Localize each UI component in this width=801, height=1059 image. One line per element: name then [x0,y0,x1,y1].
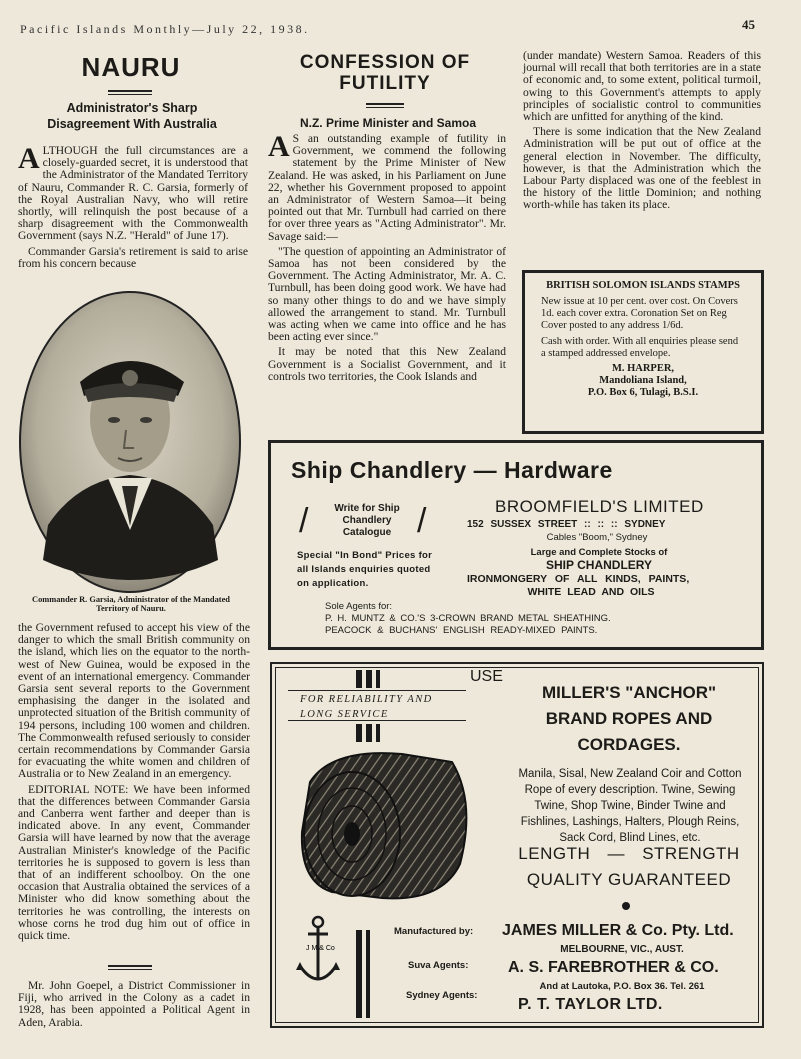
stamps-name: M. HARPER, [611,363,675,374]
millers-advert [270,662,764,1028]
nauru-para-1: LTHOUGH the full circumstances are a closely-guarded secret, it is understood that the Administrator of the Mandated Territory of Nauru, Commander R. C. Garsia, formerly of the Royal Australian Navy, who will retire shortly, will relinquish the post because of a sharp disagreement with the Commonwealth Government (says N.Z. "Herald" of June 17). [18,144,248,243]
stamps-address-2: P.O. Box 6, Tulagi, B.S.I. [587,387,699,398]
chandlery-cables: Cables "Boom," Sydney [546,532,648,543]
chandlery-peacock: PEACOCK & BUCHANS' ENGLISH READY-MIXED PAINTS. [325,625,598,636]
stamps-advert [522,270,764,434]
chandlery-bond: Special "In Bond" Prices for all Islands enquiries quoted on application. [297,550,433,589]
futility-col3-para-2: There is some indication that the New Zealand Administration will be put out of office at the general election in November. The difficulty, however, is that the Administration which the Labour Party displaced was one of the feeblest in the history of the little Dominion; and nothing worth-while has taken its place. [523,125,761,212]
sydney-agent: P. T. TAYLOR LTD. [518,996,663,1013]
chandlery-stocks: Large and Complete Stocks of [530,547,668,558]
nauru-column-top [18,142,248,273]
futility-title-rule [366,103,404,108]
futility-para-3: It may be noted that this New Zealand Government is a Socialist Government, and it controls two territories, the Cook Islands and [268,345,506,383]
chandlery-catalogue: / Write for Ship Chandlery Catalogue / [299,502,427,540]
portrait-caption: Commander R. Garsia, Administrator of the Mandated Territory of Nauru. [32,595,230,613]
chandlery-ironmongery: IRONMONGERY OF ALL KINDS, PAINTS, [467,573,690,585]
maker-name: JAMES MILLER & Co. Pty. Ltd. [502,922,734,939]
rope-bars [356,724,382,742]
brand-text: MILLER'S "ANCHOR" BRAND ROPES AND CORDAGES. [541,683,717,754]
stamps-title: BRITISH SOLOMON ISLANDS STAMPS [546,280,740,291]
chandlery-address: 152 SUSSEX STREET :: :: :: SYDNEY [467,519,666,530]
maker-address: MELBOURNE, VIC., AUST. [560,944,684,955]
masthead: Pacific Islands Monthly—July 22, 1938. [20,22,310,36]
goepel-note: Mr. John Goepel, a District Commissioner in Fiji, who arrived in the Colony as a cadet in 1928, has been appointed a Political Agent in Aden, Arabia. [18,979,250,1029]
suva-label: Suva Agents: [408,960,469,971]
stamps-text-2: Cash with order. With all enquiries please send a stamped addressed envelope. [541,336,739,359]
reliability-text: FOR RELIABILITY AND LONG SERVICE [300,694,433,720]
stamps-address-1: Mandoliana Island, [599,375,687,386]
goepel-column [18,980,250,1032]
chandlery-stocks-2: SHIP CHANDLERY [545,558,652,572]
drop-cap: A [18,142,40,175]
futility-drop-cap: A [268,130,290,163]
chandlery-agents: Sole Agents for: [325,601,393,612]
futility-continued-column [523,50,761,215]
products-text: Manila, Sisal, New Zealand Coir and Cotton Rope of every description. Twine, Sewing Twine, Shop Twine, Binder Twine and Fishlines, Lashings, Halters, Plough Reins, Sack Cord, Blind Lines, etc. [518,768,742,844]
futility-column [268,130,506,386]
anchor-logo [296,914,340,990]
nauru-title-rule [108,90,152,95]
nauru-para-2: Commander Garsia's retirement is said to arise from his concern because [18,244,248,270]
futility-para-1: S an outstanding example of futility in Government, we commend the following statement by the Prime Minister of New Zealand. He was asked, in his Parliament on June 22, whether his Government proposed to appoint an Administrator of Western Samoa—it being pointed out that Mr. Turnbull had carried on there for over three years as "Acting Administrator". Mr. Savage said:— [268,132,506,243]
goepel-rule [108,965,152,970]
portrait-image [18,290,242,594]
chandlery-white-lead: WHITE LEAD AND OILS [527,586,655,598]
nauru-title: NAURU [81,52,181,82]
chandlery-advert [268,440,764,650]
page-number: 45 [742,17,755,32]
manufactured-label: Manufactured by: [394,926,474,937]
nauru-subtitle: Administrator's Sharp Disagreement With Australia [47,101,217,131]
futility-col3-para-1: (under mandate) Western Samoa. Readers of this journal will recall that both territories are in a state of economic and, to some extent, political turmoil, owing to this Government's attempts to apply principles of socialistic control to communities which are unfitted for anything of the kind. [523,49,761,124]
futility-para-2: "The question of appointing an Administrator of Samoa has not been considered by the Government. The Acting Administrator, Mr. A. C. Turnbull, has been doing good work. We have had so many other things to do and we have simply allowed the arrangement to stand. Mr. Turnbull was acting when we came into office and he has been acting ever since." [268,244,506,344]
chandlery-company: BROOMFIELD'S LIMITED [495,497,704,516]
length-strength: LENGTH — STRENGTH [518,844,740,863]
stamps-text-1: New issue at 10 per cent. over cost. On Covers 1d. each cover extra. Coronation Set on Reg Cover posted to any address 1/6d. [541,296,738,331]
bullet-dot [622,902,630,910]
chandlery-headline: Ship Chandlery — Hardware [291,457,613,483]
use-bars [356,670,382,688]
use-label: USE [470,668,503,685]
sydney-label: Sydney Agents: [406,990,478,1001]
editorial-note: EDITORIAL NOTE: We have been informed that the differences between Commander Garsia and Canberra went farther and deeper than is indicated above. In any event, Commander Garsia will have learned by now that the average Australian Minister's knowledge of the Pacific territories he is supposed to govern is less than that of an indifferent schoolboy. On the one occasion that Australia obtained the services of a Minister who did know something about the territories he was controlling, the interests on whose corns he trod dug him out of office in quick time. [18,782,250,943]
suva-address: And at Lautoka, P.O. Box 36. Tel. 261 [539,981,705,992]
suva-agent: A. S. FAREBROTHER & CO. [508,959,719,976]
rope-coil-image [292,742,478,908]
nauru-para-3: the Government refused to accept his view of the danger to which the small British community on the island, which lies on the equator to the north-west of New Guinea, would be exposed in the event of an international emergency. Commander Garsia sent several reports to the Government emphasising the danger in the isolated and unprotected situation of the British community of 194 persons, including 100 women and children. The Commonwealth refused seriously to consider certain recommendations by Commander Garsia for evacuating the white women and children of Australia or to New Zealand in an emergency. [18,621,250,781]
chandlery-muntz: P. H. MUNTZ & CO.'S 3-CROWN BRAND METAL SHEATHING. [325,613,611,624]
nauru-column-bottom [18,622,250,945]
futility-title: CONFESSION OF FUTILITY [299,52,471,94]
quality-guaranteed: QUALITY GUARANTEED [526,870,732,889]
logo-letters: J M & Co [306,945,335,952]
divider-bars [356,930,382,1018]
catalogue-text: Write for Ship Chandlery Catalogue [334,503,400,538]
futility-subtitle: N.Z. Prime Minister and Samoa [299,116,477,130]
